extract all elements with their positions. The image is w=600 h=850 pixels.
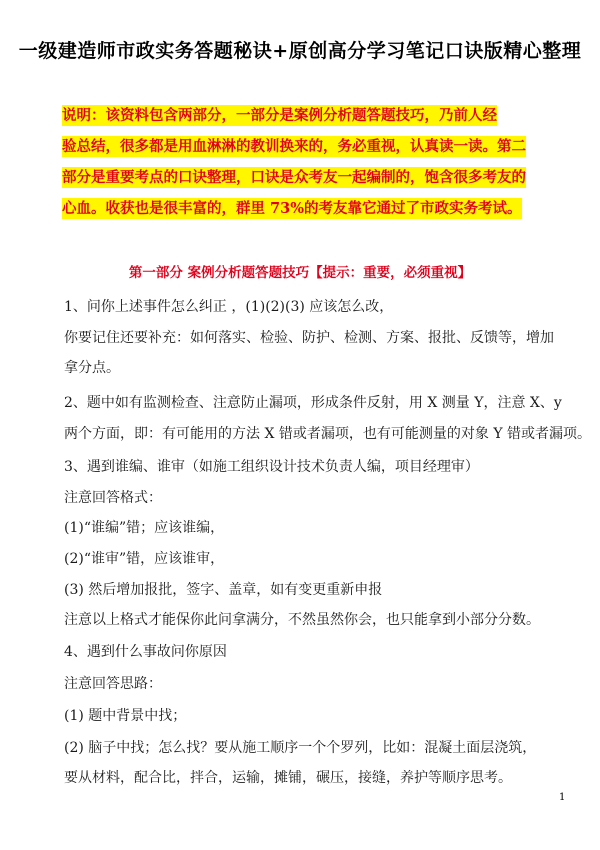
body-line: 注意以上格式才能保你此问拿满分，不然虽然你会，也只能拿到小部分分数。 <box>64 612 540 628</box>
body-line: 注意回答思路： <box>64 676 162 692</box>
document-title: 一级建造师市政实务答题秘诀+原创高分学习笔记口诀版精心整理 <box>18 40 582 62</box>
body-line: (1)“谁编”错；应该谁编， <box>64 520 225 536</box>
body-line: 要从材料，配合比，拌合，运输，摊铺，碾压，接缝，养护等顺序思考。 <box>64 770 512 786</box>
body-line: 两个方面，即：有可能用的方法 X 错或者漏项，也有可能测量的对象 Y 错或者漏项。 <box>64 426 592 442</box>
body-line: 拿分点。 <box>64 360 120 376</box>
note-line-3: 部分是重要考点的口诀整理，口诀是众考友一起编制的，饱含很多考友的 <box>62 169 526 186</box>
note-line-2: 验总结，很多都是用血淋淋的教训换来的，务必重视，认真读一读。第二 <box>62 138 526 155</box>
body-line: 注意回答格式： <box>64 490 162 506</box>
body-line: 3、遇到谁编、谁审（如施工组织设计技术负责人编，项目经理审） <box>64 459 479 475</box>
body-line: (3) 然后增加报批，签字、盖章，如有变更重新申报 <box>64 582 383 598</box>
note-line-4: 心血。收获也是很丰富的，群里 73%的考友靠它通过了市政实务考试。 <box>62 200 522 217</box>
page-number: 1 <box>559 792 566 803</box>
body-line: 4、遇到什么事故问你原因 <box>64 644 227 660</box>
body-line: (1) 题中背景中找； <box>64 708 187 724</box>
note-paragraph <box>62 100 552 224</box>
section-1-heading: 第一部分 案例分析题答题技巧【提示：重要，必须重视】 <box>128 265 472 281</box>
body-line: 你要记住还要补充：如何落实、检验、防护、检测、方案、报批、反馈等，增加 <box>64 330 554 346</box>
body-line: (2) 脑子中找；怎么找？要从施工顺序一个个罗列，比如：混凝土面层浇筑， <box>64 740 537 756</box>
body-line: 2、题中如有监测检查、注意防止漏项，形成条件反射，用 X 测量 Y，注意 X、y <box>64 395 562 411</box>
body-line: (2)“谁审”错，应该谁审， <box>64 551 225 567</box>
body-line: 1、问你上述事件怎么纠正 ，(1)(2)(3) 应该怎么改， <box>64 299 394 315</box>
note-line-1: 说明：该资料包含两部分，一部分是案例分析题答题技巧，乃前人经 <box>62 107 497 124</box>
